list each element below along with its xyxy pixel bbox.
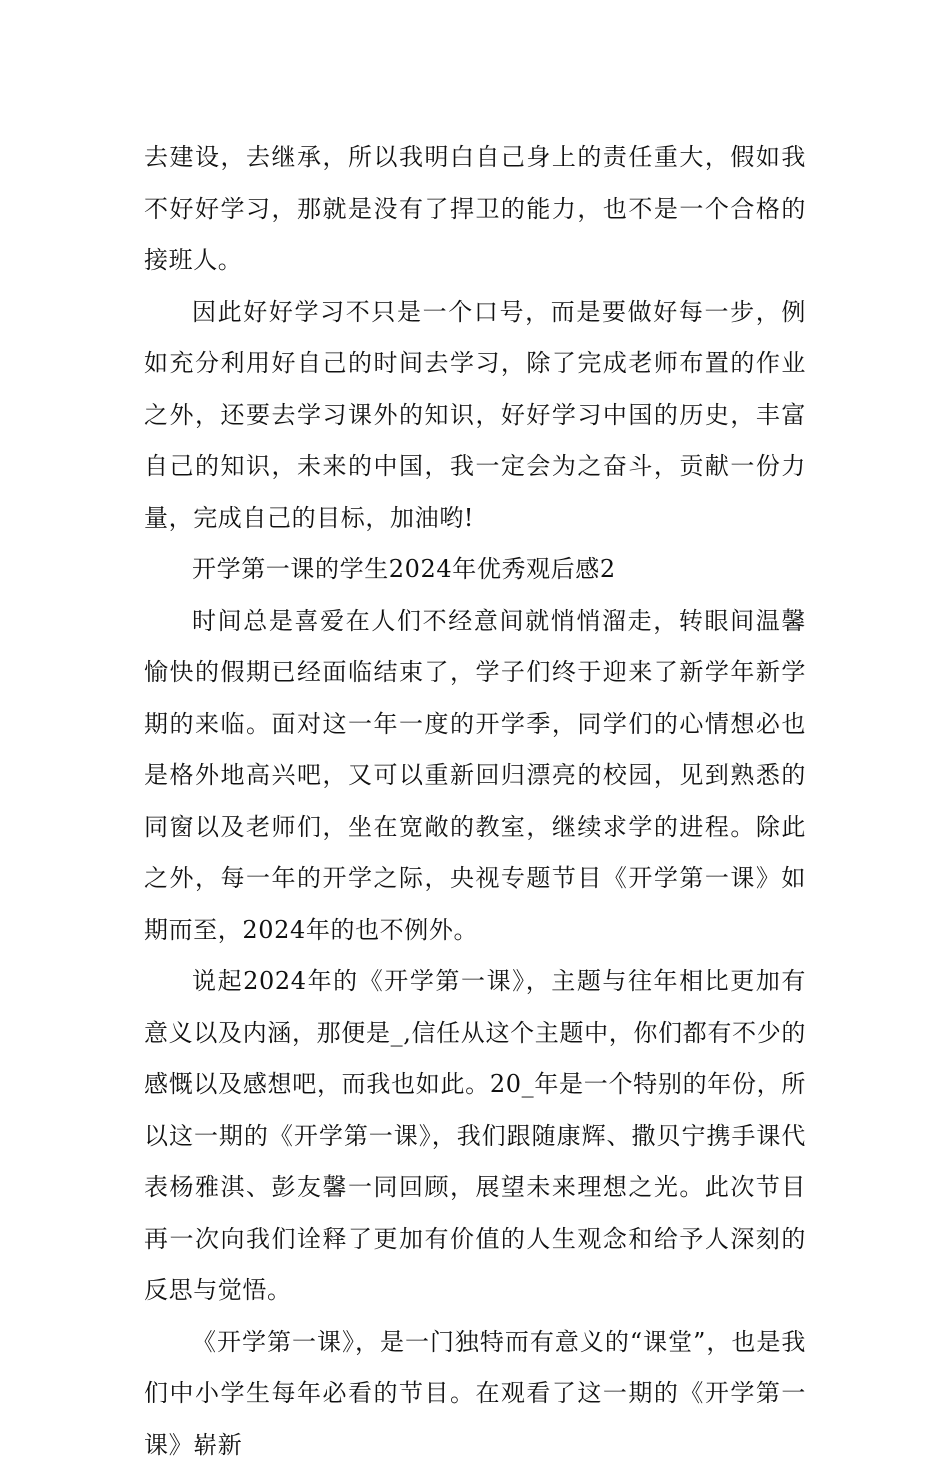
document-body [144,132,806,1471]
paragraph: 时间总是喜爱在人们不经意间就悄悄溜走，转眼间温馨愉快的假期已经面临结束了，学子们终于迎来了新学年新学期的来临。面对这一年一度的开学季，同学们的心情想必也是格外地高兴吧，又可以重新回归漂亮的校园，见到熟悉的同窗以及老师们，坐在宽敞的教室，继续求学的进程。除此之外，每一年的开学之际，央视专题节目《开学第一课》如期而至，2024年的也不例外。 [144,596,806,957]
section-heading: 开学第一课的学生2024年优秀观后感2 [144,544,806,596]
paragraph: 因此好好学习不只是一个口号，而是要做好每一步，例如充分利用好自己的时间去学习，除了完成老师布置的作业之外，还要去学习课外的知识，好好学习中国的历史，丰富自己的知识，未来的中国，我一定会为之奋斗，贡献一份力量，完成自己的目标，加油哟! [144,287,806,545]
paragraph: 《开学第一课》，是一门独特而有意义的“课堂”，也是我们中小学生每年必看的节目。在观看了这一期的《开学第一课》崭新 [144,1317,806,1471]
paragraph: 说起2024年的《开学第一课》，主题与往年相比更加有意义以及内涵，那便是_,信任从这个主题中，你们都有不少的感慨以及感想吧，而我也如此。20_年是一个特别的年份，所以这一期的《开学第一课》，我们跟随康辉、撒贝宁携手课代表杨雅淇、彭友馨一同回顾，展望未来理想之光。此次节目再一次向我们诠释了更加有价值的人生观念和给予人深刻的反思与觉悟。 [144,956,806,1317]
paragraph-continuation: 去建设，去继承，所以我明白自己身上的责任重大，假如我不好好学习，那就是没有了捍卫的能力，也不是一个合格的接班人。 [144,132,806,287]
